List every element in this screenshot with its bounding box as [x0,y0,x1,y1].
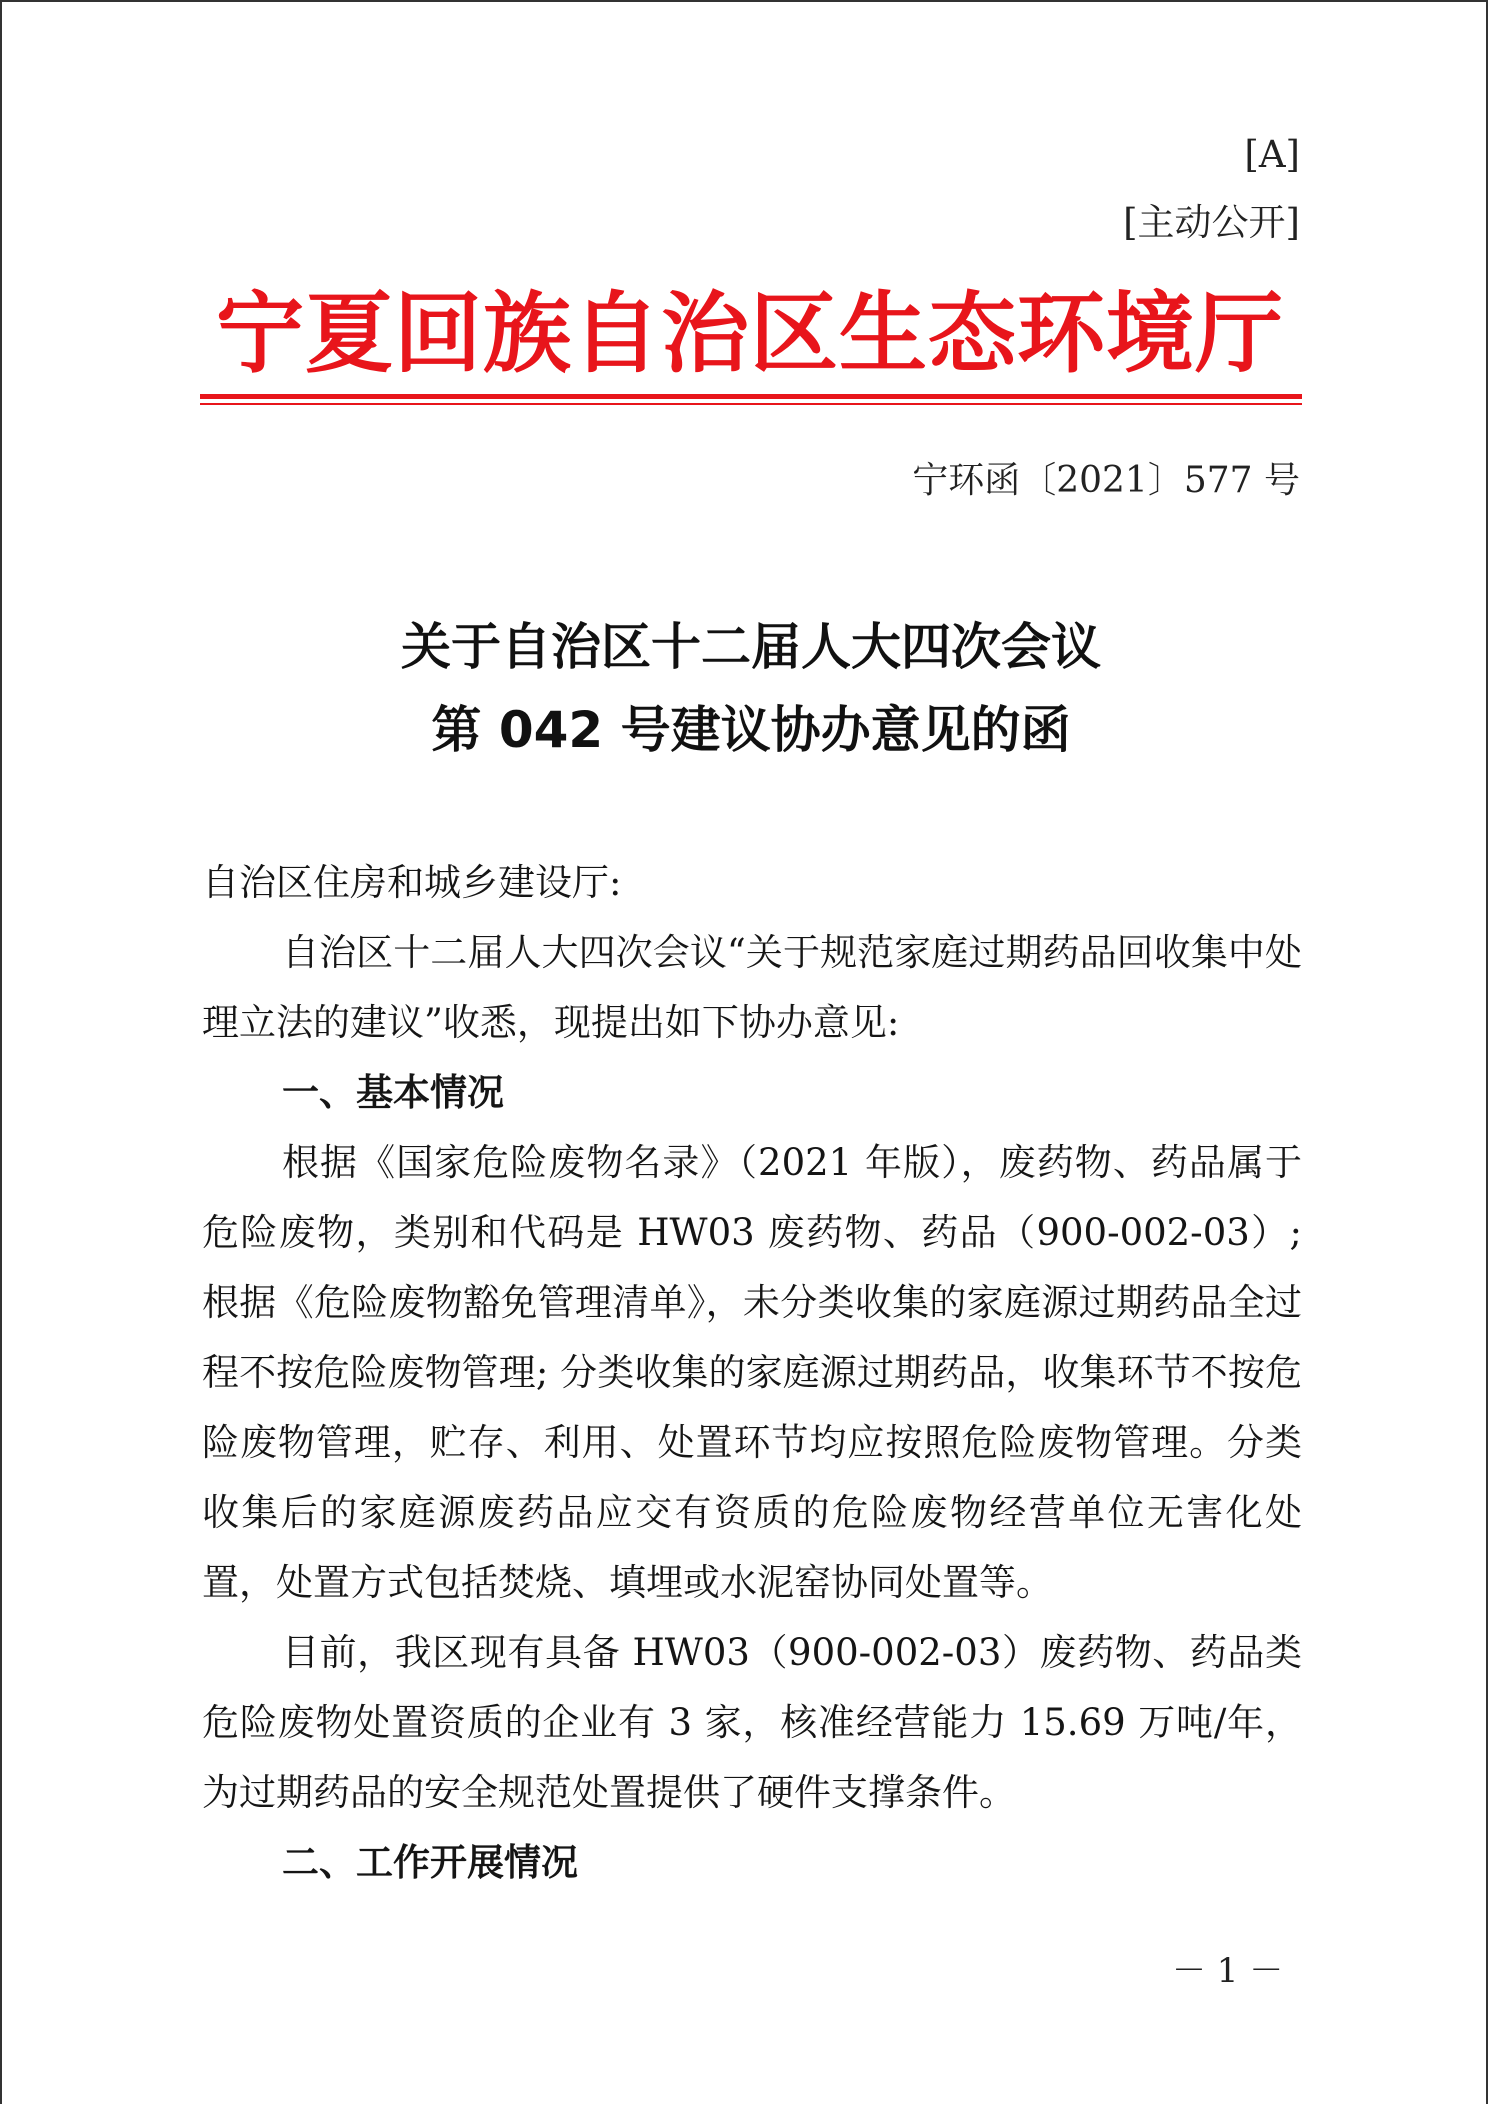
page-border-top [0,0,1488,2]
document-title-line-1: 关于自治区十二届人大四次会议 [401,618,1101,676]
salutation: 自治区住房和城乡建设厅: [202,861,622,904]
letterhead-red-rule-thin [200,403,1302,405]
document-title-line-2: 第 042 号建议协办意见的函 [431,701,1071,759]
page-border-left [0,0,2,2104]
letterhead-org-title: 宁夏回族自治区生态环境厅 [215,282,1284,385]
intro-paragraph: 自治区十二届人大四次会议“关于规范家庭过期药品回收集中处理立法的建议”收悉，现提出如下协办意见: [202,931,1302,1044]
page-number: － 1 － [1172,1951,1284,1991]
letterhead-red-rule [200,394,1302,399]
classification-tag: [A] [1244,133,1300,176]
document-number: 宁环函〔2021〕577 号 [912,460,1300,501]
disclosure-tag: [主动公开] [1123,201,1300,244]
section-heading-work-progress: 二、工作开展情况 [282,1841,578,1884]
section-heading-basic-situation: 一、基本情况 [282,1071,504,1114]
paragraph-regulations: 根据《国家危险废物名录》（2021 年版），废药物、药品属于危险废物，类别和代码是 HW03 废药物、药品（900-002-03）;根据《危险废物豁免管理清单》，未分类收集的家庭源过期药品全过程不按危险废物管理; 分类收集的家庭源过期药品，收集环节不按危险废物管理，贮存、利用、处置环节均应按照危险废物管理。分类收集后的家庭源废药品应交有资质的危险废物经营单位无害化处置，处置方式包括焚烧、填埋或水泥窑协同处置等。 [202,1141,1302,1604]
paragraph-disposal-capacity: 目前，我区现有具备 HW03（900-002-03）废药物、药品类危险废物处置资质的企业有 3 家，核准经营能力 15.69 万吨/年，为过期药品的安全规范处置提供了硬件支撑条件。 [202,1631,1302,1814]
document-body [202,848,1302,1898]
